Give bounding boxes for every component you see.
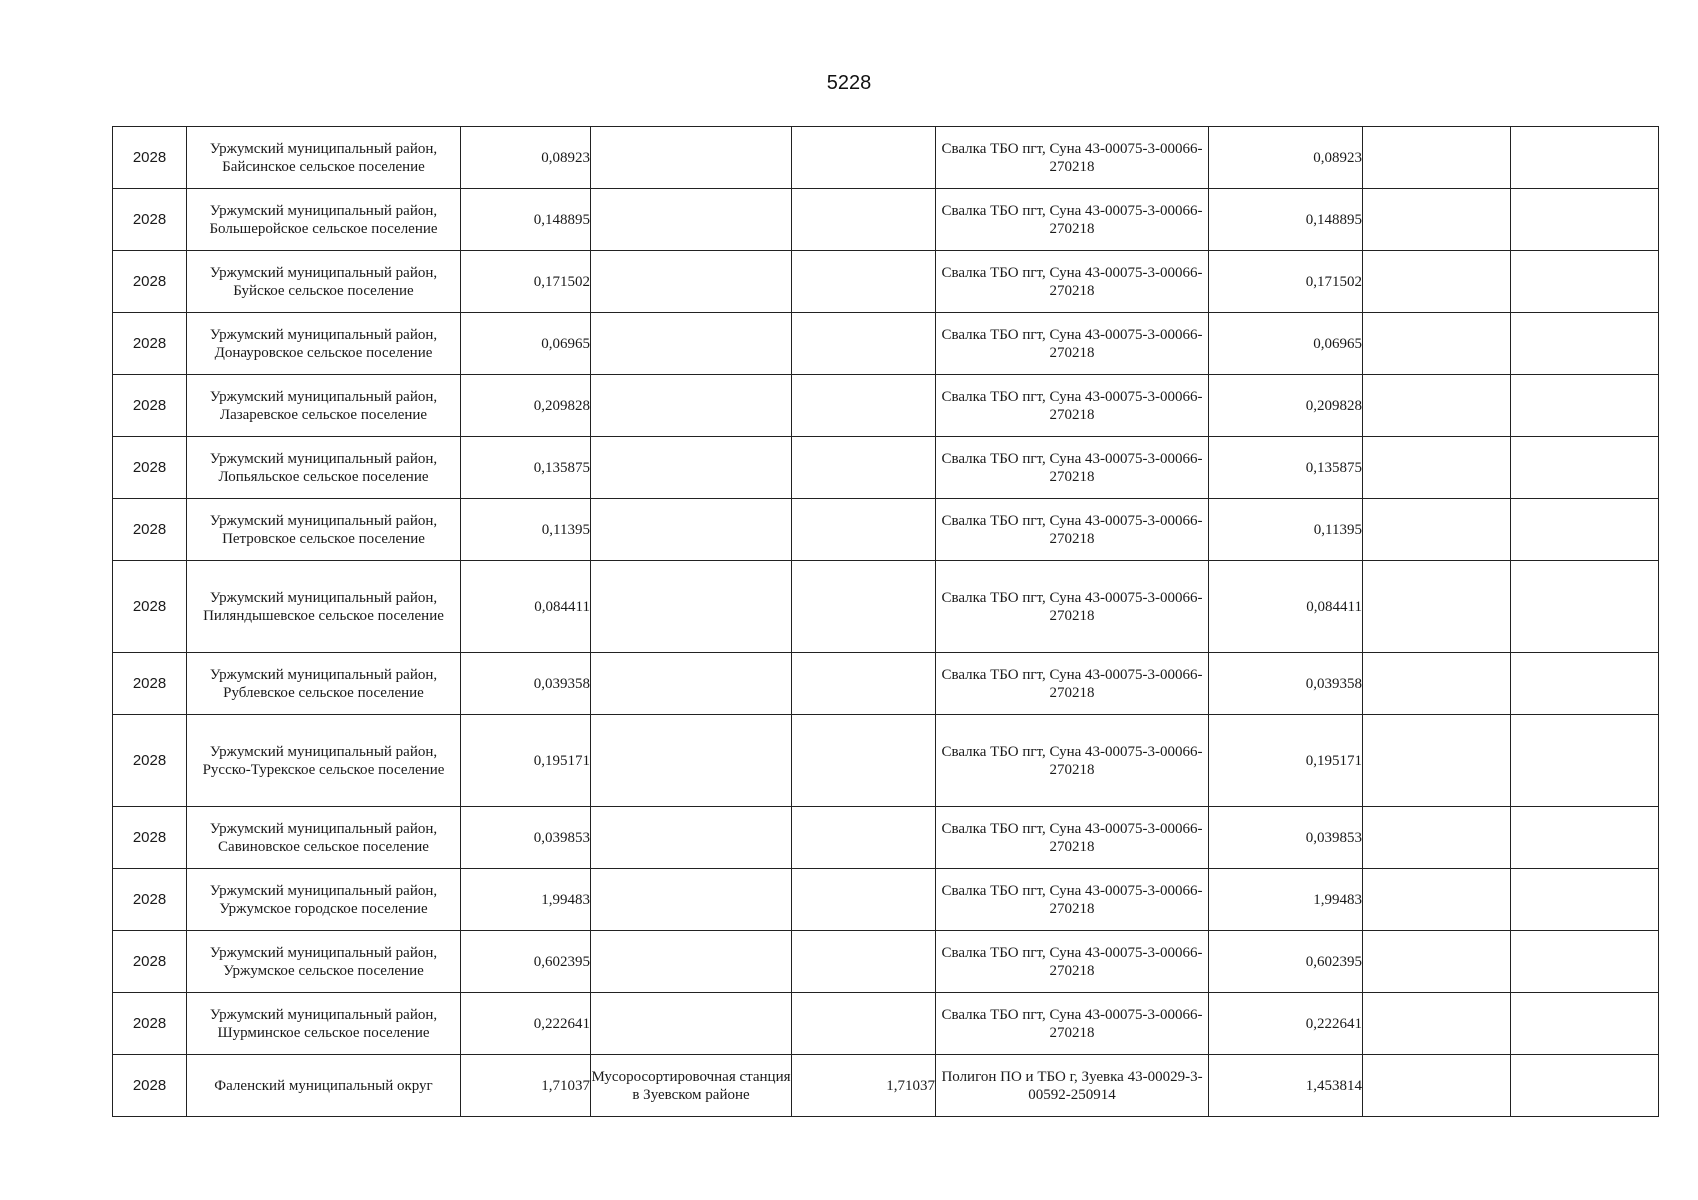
- year-cell: 2028: [113, 127, 187, 189]
- empty-cell: [1511, 189, 1659, 251]
- empty-cell: [1511, 653, 1659, 715]
- sorting-station-cell: [591, 499, 792, 561]
- facility-cell: Свалка ТБО пгт, Суна 43-00075-3-00066-270218: [936, 715, 1209, 807]
- sorting-station-cell: [591, 869, 792, 931]
- sorting-station-cell: [591, 807, 792, 869]
- municipality-cell: Уржумский муниципальный район, Петровское сельское поселение: [187, 499, 461, 561]
- empty-cell: [1511, 375, 1659, 437]
- sorting-volume-cell: [792, 437, 936, 499]
- municipality-cell: Уржумский муниципальный район, Пиляндышевское сельское поселение: [187, 561, 461, 653]
- empty-cell: [1511, 127, 1659, 189]
- disposal-volume-cell: 0,222641: [1209, 993, 1363, 1055]
- sorting-volume-cell: [792, 869, 936, 931]
- disposal-volume-cell: 1,99483: [1209, 869, 1363, 931]
- facility-cell: Свалка ТБО пгт, Суна 43-00075-3-00066-270218: [936, 993, 1209, 1055]
- disposal-volume-cell: 0,08923: [1209, 127, 1363, 189]
- table-row: [113, 1055, 1659, 1117]
- empty-cell: [1363, 561, 1511, 653]
- facility-cell: Свалка ТБО пгт, Суна 43-00075-3-00066-270218: [936, 869, 1209, 931]
- municipality-cell: Уржумский муниципальный район, Байсинское сельское поселение: [187, 127, 461, 189]
- volume-cell: 0,222641: [461, 993, 591, 1055]
- empty-cell: [1363, 715, 1511, 807]
- municipality-cell: Уржумский муниципальный район, Буйское сельское поселение: [187, 251, 461, 313]
- facility-cell: Свалка ТБО пгт, Суна 43-00075-3-00066-270218: [936, 251, 1209, 313]
- municipality-cell: Уржумский муниципальный район, Донауровское сельское поселение: [187, 313, 461, 375]
- volume-cell: 0,11395: [461, 499, 591, 561]
- empty-cell: [1511, 931, 1659, 993]
- empty-cell: [1363, 869, 1511, 931]
- facility-cell: Свалка ТБО пгт, Суна 43-00075-3-00066-270218: [936, 437, 1209, 499]
- waste-flow-table: [112, 126, 1659, 1117]
- disposal-volume-cell: 0,602395: [1209, 931, 1363, 993]
- year-cell: 2028: [113, 1055, 187, 1117]
- municipality-cell: Уржумский муниципальный район, Савиновское сельское поселение: [187, 807, 461, 869]
- table-row: [113, 499, 1659, 561]
- facility-cell: Свалка ТБО пгт, Суна 43-00075-3-00066-270218: [936, 561, 1209, 653]
- sorting-station-cell: [591, 993, 792, 1055]
- empty-cell: [1511, 251, 1659, 313]
- empty-cell: [1363, 1055, 1511, 1117]
- sorting-volume-cell: [792, 313, 936, 375]
- table-row: [113, 561, 1659, 653]
- table-row: [113, 715, 1659, 807]
- sorting-station-cell: [591, 437, 792, 499]
- year-cell: 2028: [113, 653, 187, 715]
- disposal-volume-cell: 0,039853: [1209, 807, 1363, 869]
- facility-cell: Свалка ТБО пгт, Суна 43-00075-3-00066-270218: [936, 127, 1209, 189]
- year-cell: 2028: [113, 251, 187, 313]
- disposal-volume-cell: 0,195171: [1209, 715, 1363, 807]
- municipality-cell: Уржумский муниципальный район, Русско-Турекское сельское поселение: [187, 715, 461, 807]
- sorting-station-cell: [591, 715, 792, 807]
- volume-cell: 0,148895: [461, 189, 591, 251]
- disposal-volume-cell: 0,171502: [1209, 251, 1363, 313]
- volume-cell: 0,209828: [461, 375, 591, 437]
- disposal-volume-cell: 0,135875: [1209, 437, 1363, 499]
- sorting-volume-cell: [792, 807, 936, 869]
- disposal-volume-cell: 0,148895: [1209, 189, 1363, 251]
- year-cell: 2028: [113, 993, 187, 1055]
- sorting-volume-cell: [792, 653, 936, 715]
- empty-cell: [1363, 313, 1511, 375]
- year-cell: 2028: [113, 437, 187, 499]
- empty-cell: [1511, 715, 1659, 807]
- sorting-volume-cell: [792, 993, 936, 1055]
- volume-cell: 0,084411: [461, 561, 591, 653]
- municipality-cell: Уржумский муниципальный район, Уржумское сельское поселение: [187, 931, 461, 993]
- sorting-station-cell: [591, 931, 792, 993]
- table-row: [113, 437, 1659, 499]
- sorting-station-cell: Мусоросортировочная станция в Зуевском районе: [591, 1055, 792, 1117]
- empty-cell: [1511, 1055, 1659, 1117]
- table-row: [113, 313, 1659, 375]
- municipality-cell: Уржумский муниципальный район, Лазаревское сельское поселение: [187, 375, 461, 437]
- page-number: 5228: [826, 72, 872, 94]
- year-cell: 2028: [113, 931, 187, 993]
- volume-cell: 0,171502: [461, 251, 591, 313]
- empty-cell: [1363, 993, 1511, 1055]
- year-cell: 2028: [113, 807, 187, 869]
- disposal-volume-cell: 0,11395: [1209, 499, 1363, 561]
- facility-cell: Свалка ТБО пгт, Суна 43-00075-3-00066-270218: [936, 375, 1209, 437]
- year-cell: 2028: [113, 561, 187, 653]
- sorting-station-cell: [591, 313, 792, 375]
- table-row: [113, 653, 1659, 715]
- empty-cell: [1511, 499, 1659, 561]
- empty-cell: [1363, 499, 1511, 561]
- table-row: [113, 869, 1659, 931]
- empty-cell: [1363, 251, 1511, 313]
- municipality-cell: Фаленский муниципальный округ: [187, 1055, 461, 1117]
- sorting-volume-cell: [792, 499, 936, 561]
- table-row: [113, 127, 1659, 189]
- sorting-station-cell: [591, 653, 792, 715]
- empty-cell: [1363, 375, 1511, 437]
- sorting-volume-cell: [792, 127, 936, 189]
- volume-cell: 1,99483: [461, 869, 591, 931]
- facility-cell: Свалка ТБО пгт, Суна 43-00075-3-00066-270218: [936, 653, 1209, 715]
- municipality-cell: Уржумский муниципальный район, Уржумское городское поселение: [187, 869, 461, 931]
- sorting-station-cell: [591, 561, 792, 653]
- sorting-station-cell: [591, 189, 792, 251]
- year-cell: 2028: [113, 313, 187, 375]
- year-cell: 2028: [113, 715, 187, 807]
- table-row: [113, 251, 1659, 313]
- facility-cell: Свалка ТБО пгт, Суна 43-00075-3-00066-270218: [936, 313, 1209, 375]
- empty-cell: [1511, 993, 1659, 1055]
- disposal-volume-cell: 1,453814: [1209, 1055, 1363, 1117]
- table-row: [113, 189, 1659, 251]
- disposal-volume-cell: 0,209828: [1209, 375, 1363, 437]
- empty-cell: [1363, 653, 1511, 715]
- sorting-volume-cell: [792, 375, 936, 437]
- empty-cell: [1363, 931, 1511, 993]
- volume-cell: 0,602395: [461, 931, 591, 993]
- volume-cell: 0,039358: [461, 653, 591, 715]
- sorting-volume-cell: [792, 561, 936, 653]
- municipality-cell: Уржумский муниципальный район, Рублевское сельское поселение: [187, 653, 461, 715]
- facility-cell: Свалка ТБО пгт, Суна 43-00075-3-00066-270218: [936, 807, 1209, 869]
- facility-cell: Свалка ТБО пгт, Суна 43-00075-3-00066-270218: [936, 499, 1209, 561]
- disposal-volume-cell: 0,06965: [1209, 313, 1363, 375]
- empty-cell: [1363, 127, 1511, 189]
- municipality-cell: Уржумский муниципальный район, Большеройское сельское поселение: [187, 189, 461, 251]
- empty-cell: [1511, 437, 1659, 499]
- volume-cell: 0,195171: [461, 715, 591, 807]
- sorting-station-cell: [591, 251, 792, 313]
- sorting-volume-cell: [792, 931, 936, 993]
- facility-cell: Свалка ТБО пгт, Суна 43-00075-3-00066-270218: [936, 931, 1209, 993]
- empty-cell: [1511, 313, 1659, 375]
- year-cell: 2028: [113, 189, 187, 251]
- sorting-volume-cell: [792, 251, 936, 313]
- municipality-cell: Уржумский муниципальный район, Шурминское сельское поселение: [187, 993, 461, 1055]
- table-row: [113, 993, 1659, 1055]
- empty-cell: [1363, 807, 1511, 869]
- empty-cell: [1363, 189, 1511, 251]
- volume-cell: 0,08923: [461, 127, 591, 189]
- empty-cell: [1511, 561, 1659, 653]
- empty-cell: [1511, 807, 1659, 869]
- year-cell: 2028: [113, 499, 187, 561]
- disposal-volume-cell: 0,084411: [1209, 561, 1363, 653]
- facility-cell: Полигон ПО и ТБО г, Зуевка 43-00029-3-00592-250914: [936, 1055, 1209, 1117]
- volume-cell: 0,135875: [461, 437, 591, 499]
- municipality-cell: Уржумский муниципальный район, Лопьяльское сельское поселение: [187, 437, 461, 499]
- volume-cell: 0,039853: [461, 807, 591, 869]
- table-row: [113, 807, 1659, 869]
- sorting-station-cell: [591, 375, 792, 437]
- volume-cell: 0,06965: [461, 313, 591, 375]
- sorting-volume-cell: [792, 715, 936, 807]
- sorting-station-cell: [591, 127, 792, 189]
- volume-cell: 1,71037: [461, 1055, 591, 1117]
- table-row: [113, 931, 1659, 993]
- facility-cell: Свалка ТБО пгт, Суна 43-00075-3-00066-270218: [936, 189, 1209, 251]
- sorting-volume-cell: 1,71037: [792, 1055, 936, 1117]
- empty-cell: [1511, 869, 1659, 931]
- empty-cell: [1363, 437, 1511, 499]
- year-cell: 2028: [113, 869, 187, 931]
- sorting-volume-cell: [792, 189, 936, 251]
- disposal-volume-cell: 0,039358: [1209, 653, 1363, 715]
- year-cell: 2028: [113, 375, 187, 437]
- table-row: [113, 375, 1659, 437]
